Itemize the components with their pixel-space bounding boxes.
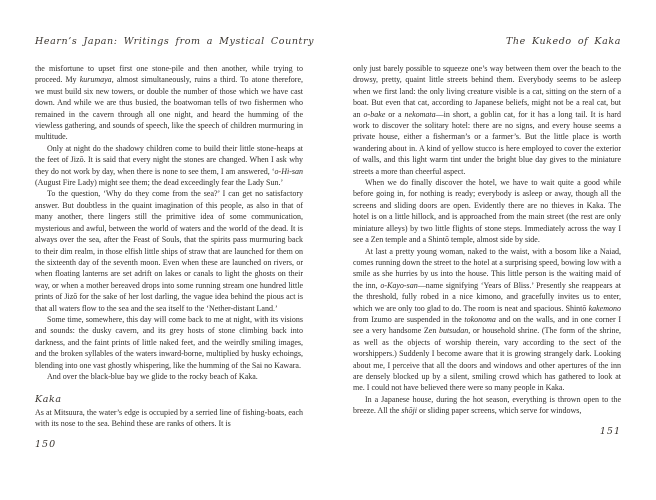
paragraph xyxy=(353,246,621,394)
paragraph xyxy=(353,63,621,177)
text-run: When we do finally discover the hotel, we have to wait quite a good while before going in, for nothing is ready; everybody is asleep or away, though all the screens and sliding doors are open. Evidently there are no thieves in Kaka. The hotel is on a little hillock, and is approached from the main street (the rest are only miniature alleys) by two little flights of stone steps. Immediately across the way I see a Zen temple and a Shintō temple, almost side by side. xyxy=(353,178,621,245)
right-page-body xyxy=(353,63,621,417)
text-run: At last a pretty young woman, naked to the waist, with a bosom like a Naiad, comes running down the street to the hotel at a surprising speed, bowing low with a smile as she hurries by us into the house. This little person is the waiting maid of the inn, xyxy=(353,246,621,290)
left-page-number: 150 xyxy=(35,438,57,450)
text-run: (August Fire Lady) might see them; the dead exceedingly fear the Lady Sun.’ xyxy=(35,178,284,188)
italic-term: kurumaya xyxy=(79,75,112,85)
paragraph xyxy=(35,143,303,189)
left-running-head: Hearn’s Japan: Writings from a Mystical Country xyxy=(35,36,315,47)
italic-term: o-Kayo-san xyxy=(380,280,418,290)
text-run: or sliding paper screens, which serve for windows, xyxy=(416,406,582,416)
italic-term: butsudan xyxy=(438,326,469,336)
right-page-number: 151 xyxy=(599,425,621,437)
italic-term: o-bake xyxy=(363,109,386,119)
paragraph xyxy=(353,177,621,245)
text-run: the misfortune to upset first one stone-pile and then another, while trying to proceed. My xyxy=(35,64,303,85)
italic-term: kakemono xyxy=(588,303,621,313)
text-run: —in short, a goblin cat, for it has a long tail. It is hard work to discover the solitary hotel: there are no signs, and every house seems a private house, either a fisherman’s or a farmer’s. But the little place is worth wandering about in. A kind of yellow stucco is here employed to cover the exterior of walls, and this light warm tint under the bright blue day gives to the miniature streets a more than cheerful aspect. xyxy=(353,109,621,176)
right-running-head: The Kukedo of Kaka xyxy=(505,36,621,47)
left-page xyxy=(35,36,315,450)
paragraph xyxy=(35,314,303,371)
paragraph xyxy=(35,188,303,313)
text-run: As at Mitsuura, the water’s edge is occupied by a serried line of fishing-boats, each with its nose to the sea. Behind these are ranks of others. It is xyxy=(35,407,303,429)
text-run: only just barely possible to squeeze one’s way between them over the beach to the drowsy, pretty, quaint little streets behind them. Everybody seems to be asleep when we first land: the only living creature visible is a cat, sitting on the stern of a boat. But even that cat, according to Japanese beliefs, might not be a real cat, but an xyxy=(353,64,621,119)
italic-term: nekomata xyxy=(404,109,436,119)
text-run: Only at night do the shadowy children come to build their little stone-heaps at the feet of Jizō. It is said that every night the stones are changed. When I ask why they do not work by day, when there is none to see them, I am answered, ‘ xyxy=(35,143,303,176)
italic-term: o-Hi-san xyxy=(274,166,303,176)
paragraph xyxy=(35,371,303,382)
text-run: —name signifying ‘Years of Bliss.’ Presently she reappears at the threshold, fully robed in a nice kimono, and gracefully invites us to enter, which we are only too glad to do. The room is neat and spacious. Shintō xyxy=(353,280,621,313)
text-run: Some time, somewhere, this day will come back to me at night, with its visions and sounds: the dusky cavern, and its grey hosts of stone climbing back into darkness, and the faint prints of little naked feet, and the weirdly smiling images, and the broken syllables of the waters inward-borne, multiplied by husky echoings, blending into one vast ghostly whispering, like the humming of the Sai no Kawara. xyxy=(35,314,303,370)
italic-term: tokonoma xyxy=(464,314,496,324)
text-run: from Izumo are suspended in the xyxy=(353,314,465,324)
text-run: To the question, ‘Why do they come from the sea?’ I can get no satisfactory answer. But doubtless in the quaint imagination of this people, as also in that of many another, there lingers still the primitive idea of some communication, mysterious and awful, between the world of waters and the world of the dead. It is always over the sea, after the Feast of Souls, that the spirits pass murmuring back to their dim realm, in those elfish little ships of straw that are launched for them on the sixteenth day of the seventh moon. Even when these are launched on rivers, or when floating lanterns are set adrift on lakes or canals to light the ghosts on their way, or when a mother bereaved drops into some running stream one hundred little prints of Jizō for the sake of her lost darling, the vague idea behind the pious act is that all waters flow to the sea and the sea itself to the ‘Nether-distant Land.’ xyxy=(35,189,303,313)
paragraph xyxy=(35,407,303,430)
text-run: In a Japanese house, during the hot season, everything is thrown open to the breeze. All the xyxy=(353,394,621,416)
section-heading: Kaka xyxy=(35,394,62,406)
text-run: and on the walls, and in one corner I see a very handsome Zen xyxy=(353,314,621,336)
right-page xyxy=(353,36,621,437)
text-run: , or household shrine. (The form of the shrine, as well as the objects of worship therein, vary according to the sect of the worshippers.) Suddenly I become aware that it is growing strangely dark. Looking about me, I perceive that all the doors and windows and other apertures of the inn are densely blocked up by a silent, smiling crowd which has gathered to look at me. I could not have believed there were so many people in Kaka. xyxy=(353,326,621,393)
text-run: or a xyxy=(385,109,405,119)
text-run: , almost simultaneously, ruins a third. To atone therefore, we must build six new towers, or double the number of those which we have cast down. And while we are thus busied, the boatwoman tells of two fishermen who remained in the cavern through all one night, and heard the humming of the viewless gathering, and sounds of speech, like the speech of children murmuring in multitude. xyxy=(35,75,303,142)
italic-term: shōji xyxy=(401,406,417,416)
paragraph xyxy=(353,394,621,417)
left-page-body xyxy=(35,63,303,430)
text-run: And over the black-blue bay we glide to the rocky beach of Kaka. xyxy=(47,371,258,381)
paragraph xyxy=(35,63,303,143)
